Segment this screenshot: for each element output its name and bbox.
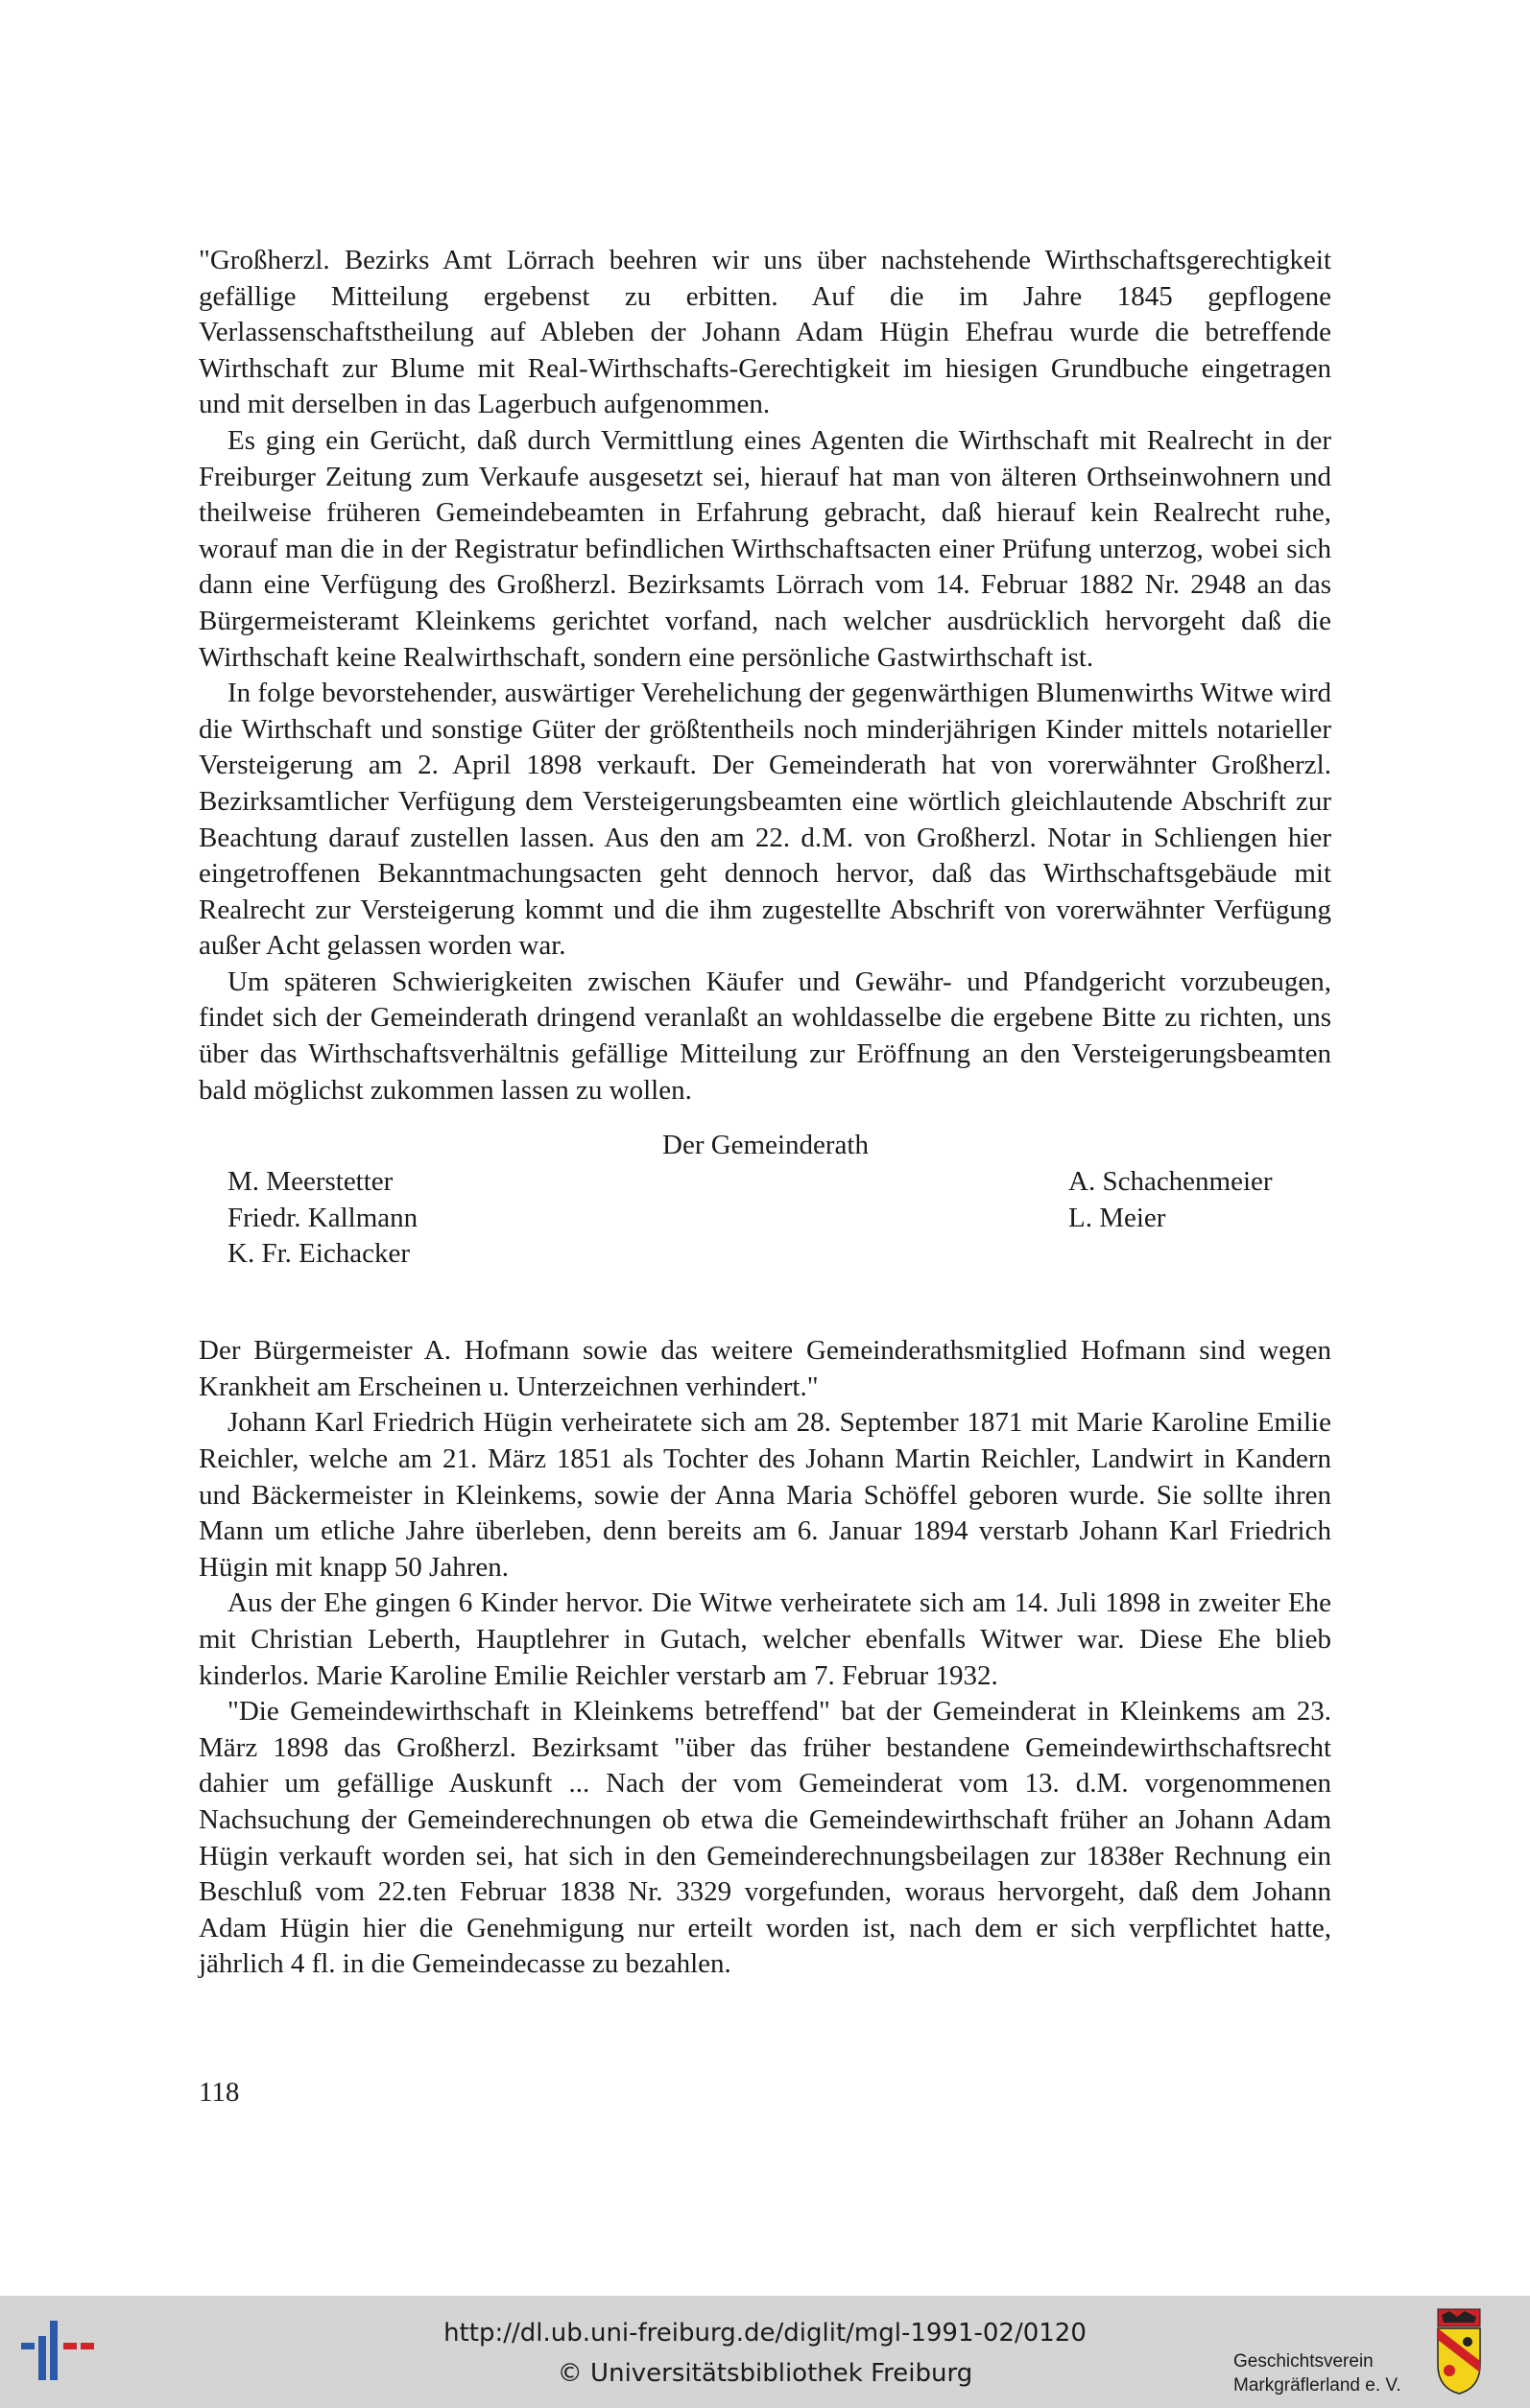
signature-block: [199, 1128, 1331, 1310]
letter-paragraph-3: In folge bevorstehender, auswärtiger Verehelichung der gegenwärthigen Blumenwirths Witwe wird die Wirthschaft und sonstige Güter der größtentheils noch minderjährigen Kinder mittels notarieller Versteigerung am 2. April 1898 verkauft. Der Gemeinderath hat von vorerwähnter Großherzl. Bezirksamtlicher Verfügung dem Versteigerungsbeamten eine wörtlich gleichlautende Abschrift zur Beachtung darauf zustellen lassen. Aus den am 22. d.M. von Großherzl. Notar in Schliengen hier eingetroffenen Bekanntmachungsacten geht dennoch hervor, daß das Wirthschaftsgebäude mit Realrecht zur Versteigerung kommt und die ihm zugestellte Abschrift von vorerwähnter Verfügung außer Acht gelassen worden war.: [199, 678, 1331, 962]
signatory-name: K. Fr. Eichacker: [227, 1238, 411, 1270]
letter-paragraph-4: Um späteren Schwierigkeiten zwischen Käufer und Gewähr- und Pfandgericht vorzubeugen, findet sich der Gemeinderath dringend veranlaßt an wohldasselbe die ergebene Bitte zu richten, uns über das Wirthschaftsverhältnis gefällige Mitteilung zur Eröffnung an den Versteigerungsbeamten bald möglichst zukommen lassen zu wollen.: [199, 966, 1331, 1106]
body-paragraph-2: Johann Karl Friedrich Hügin verheiratete sich am 28. September 1871 mit Marie Karoline Emilie Reichler, welche am 21. März 1851 als Tochter des Johann Martin Reichler, Landwirt in Kandern und Bäckermeister in Kleinkems, sowie der Anna Maria Schöffel geboren wurde. Sie sollte ihren Mann um etliche Jahre überleben, denn bereits am 6. Januar 1894 verstarb Johann Karl Friedrich Hügin mit knapp 50 Jahren.: [199, 1407, 1331, 1583]
signatory-name: Friedr. Kallmann: [227, 1202, 418, 1233]
signatory-name: A. Schachenmeier: [1068, 1166, 1273, 1198]
publisher-name: [1233, 2349, 1401, 2397]
letter-paragraph-1: "Großherzl. Bezirks Amt Lörrach beehren wir uns über nachstehende Wirthschaftsgerechtigkeit gefällige Mitteilung ergebenst zu erbitten. Auf die im Jahre 1845 gepflogene Verlassenschaftstheilung auf Ableben der Johann Adam Hügin Ehefrau wurde die betreffende Wirthschaft zur Blume mit Real-Wirthschafts-Gerechtigkeit im hiesigen Grundbuche eingetragen und mit derselben in das Lagerbuch aufgenommen.: [199, 245, 1331, 420]
coat-of-arms-icon: [1436, 2307, 1482, 2396]
body-paragraph-3: Aus der Ehe gingen 6 Kinder hervor. Die Witwe verheiratete sich am 14. Juli 1898 in zweiter Ehe mit Christian Leberth, Hauptlehrer in Gutach, welcher ebenfalls Witwer war. Diese Ehe blieb kinderlos. Marie Karoline Emilie Reichler verstarb am 7. Februar 1932.: [199, 1587, 1331, 1691]
page-number: 118: [199, 2077, 240, 2108]
body-paragraph-1: Der Bürgermeister A. Hofmann sowie das weitere Gemeinderathsmitglied Hofmann sind wegen Krankheit am Erscheinen u. Unterzeichnen verhindert.": [199, 1335, 1331, 1402]
viewer-footer: [0, 2296, 1530, 2408]
letter-paragraph-2: Es ging ein Gerücht, daß durch Vermittlung eines Agenten die Wirthschaft mit Realrecht in der Freiburger Zeitung zum Verkaufe ausgesetzt sei, hierauf hat man von älteren Orthseinwohnern und theilweise früheren Gemeindebeamten in Erfahrung gebracht, daß hierauf kein Realrecht ruhe, worauf man die in der Registratur befindlichen Wirthschaftsacten einer Prüfung unterzog, wobei sich dann eine Verfügung des Großherzl. Bezirksamts Lörrach vom 14. Februar 1882 Nr. 2948 an das Bürgermeisteramt Kleinkems gerichtet vorfand, nach welcher ausdrücklich hervorgeht daß die Wirthschaft keine Realwirthschaft, sondern eine persönliche Gastwirthschaft ist.: [199, 424, 1331, 673]
signature-right-column: [1068, 1164, 1273, 1236]
signature-heading: Der Gemeinderath: [662, 1130, 869, 1161]
signatory-name: L. Meier: [1068, 1202, 1166, 1233]
publisher-line-2: Markgräflerland e. V.: [1233, 2375, 1401, 2396]
permalink-url[interactable]: http://dl.ub.uni-freiburg.de/diglit/mgl-1991-02/0120: [443, 2319, 1087, 2348]
article-text: [199, 243, 1331, 1983]
publisher-line-1: Geschichtsverein: [1233, 2351, 1374, 2372]
signature-left-column: [227, 1164, 418, 1273]
copyright-notice: © Universitätsbibliothek Freiburg: [557, 2359, 973, 2388]
signatory-name: M. Meerstetter: [227, 1166, 394, 1198]
body-paragraph-4: "Die Gemeindewirthschaft in Kleinkems betreffend" bat der Gemeinderat in Kleinkems am 23. März 1898 das Großherzl. Bezirksamt "über das früher bestandene Gemeindewirthschaftsrecht dahier um gefällige Auskunft ... Nach der vom Gemeinderat vom 13. d.M. vorgenommenen Nachsuchung der Gemeinderechnungen ob etwa die Gemeindewirthschaft früher an Johann Adam Hügin verkauft worden sei, hat sich in den Gemeinderechnungsbeilagen zur 1838er Rechnung ein Beschluß vom 22.ten Februar 1838 Nr. 3329 vorgefunden, woraus hervorgeht, daß dem Johann Adam Hügin hier die Genehmigung nur erteilt worden ist, nach dem er sich verpflichtet hatte, jährlich 4 fl. in die Gemeindecasse zu bezahlen.: [199, 1696, 1331, 1980]
